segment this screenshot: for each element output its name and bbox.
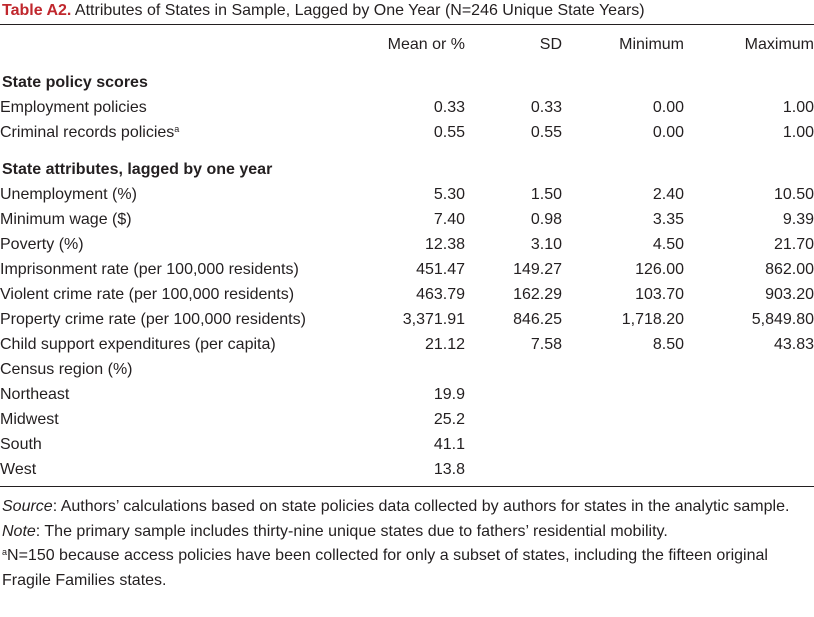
maximum-value: 1.00 (782, 124, 814, 141)
row-label (0, 332, 356, 357)
minimum-value: 3.35 (652, 211, 684, 228)
spacer-row (0, 145, 814, 157)
table-body (0, 57, 814, 482)
row-label-text: Property crime rate (per 100,000 residents) (0, 311, 306, 328)
maximum-value: 1.00 (782, 99, 814, 116)
row-label-text: Midwest (0, 411, 59, 428)
sd-value (465, 407, 562, 432)
section-title: State policy scores (2, 74, 148, 91)
mean-value: 41.1 (433, 436, 465, 453)
table-title: Attributes of States in Sample, Lagged by One Year (N=246 Unique State Years) (71, 2, 645, 19)
maximum-value: 43.83 (773, 336, 814, 353)
row-label (0, 257, 356, 282)
maximum-value (684, 357, 814, 382)
maximum-value: 862.00 (765, 261, 814, 278)
data-table (0, 32, 814, 482)
maximum-value (684, 457, 814, 482)
mean-value (356, 357, 465, 382)
minimum-value: 8.50 (652, 336, 684, 353)
header-label-cell (0, 32, 356, 57)
source-note (2, 495, 814, 520)
row-label (0, 307, 356, 332)
column-header-sd: SD (539, 36, 562, 53)
row-label (0, 232, 356, 257)
sd-value: 0.55 (530, 124, 562, 141)
general-note (2, 520, 814, 545)
row-label (0, 120, 356, 145)
mean-value: 12.38 (424, 236, 465, 253)
section-header-row (0, 70, 814, 95)
row-label (0, 207, 356, 232)
footnote-mark: a (2, 547, 8, 557)
section-title: State attributes, lagged by one year (2, 161, 273, 178)
spacer-row (0, 57, 814, 70)
row-label (0, 382, 356, 407)
minimum-value: 1,718.20 (621, 311, 684, 328)
minimum-value (562, 457, 684, 482)
table-row (0, 457, 814, 482)
top-rule (0, 24, 814, 25)
table-row (0, 207, 814, 232)
sd-value (465, 432, 562, 457)
row-label-text: West (0, 461, 37, 478)
row-label (0, 182, 356, 207)
table-row (0, 232, 814, 257)
minimum-value: 4.50 (652, 236, 684, 253)
mean-value: 19.9 (433, 386, 465, 403)
column-header-minimum: Minimum (619, 36, 684, 53)
table-notes (2, 495, 814, 593)
minimum-value: 0.00 (652, 124, 684, 141)
minimum-value: 0.00 (652, 99, 684, 116)
minimum-value (562, 357, 684, 382)
mean-value: 13.8 (433, 461, 465, 478)
sd-value: 162.29 (513, 286, 562, 303)
row-label (0, 282, 356, 307)
header-row (0, 32, 814, 57)
mean-value: 3,371.91 (402, 311, 465, 328)
table-row (0, 95, 814, 120)
table-row (0, 182, 814, 207)
sd-value: 149.27 (513, 261, 562, 278)
sd-value (465, 357, 562, 382)
row-label-text: Imprisonment rate (per 100,000 residents) (0, 261, 299, 278)
sd-value: 0.98 (530, 211, 562, 228)
row-label (0, 457, 356, 482)
row-label-text: Criminal records policies (0, 124, 175, 141)
table-row (0, 257, 814, 282)
row-label-text: Minimum wage ($) (0, 211, 132, 228)
row-label (0, 407, 356, 432)
table-row (0, 407, 814, 432)
note-label: Note (2, 522, 36, 540)
minimum-value (562, 382, 684, 407)
source-label: Source (2, 498, 53, 515)
table-number: Table A2. (2, 2, 72, 19)
note-text: : The primary sample includes thirty-nine unique states due to fathers’ residential mobility. (35, 522, 668, 540)
row-label-text: Child support expenditures (per capita) (0, 336, 276, 353)
footnote-a (2, 544, 814, 593)
row-label-text: Violent crime rate (per 100,000 residents) (0, 286, 295, 303)
spacer-cell (0, 57, 814, 70)
column-header-mean: Mean or % (387, 36, 465, 53)
table-row (0, 382, 814, 407)
minimum-value (562, 432, 684, 457)
mean-value: 463.79 (416, 286, 465, 303)
mean-value: 5.30 (433, 186, 465, 203)
mean-value: 25.2 (433, 411, 465, 428)
table-row (0, 332, 814, 357)
sd-value: 3.10 (530, 236, 562, 253)
sd-value (465, 457, 562, 482)
minimum-value: 126.00 (635, 261, 684, 278)
table-row (0, 120, 814, 145)
row-label-text: Census region (%) (0, 361, 133, 378)
maximum-value: 9.39 (782, 211, 814, 228)
maximum-value: 21.70 (773, 236, 814, 253)
sd-value (465, 382, 562, 407)
minimum-value: 2.40 (652, 186, 684, 203)
row-label-text: South (0, 436, 42, 453)
column-header-maximum: Maximum (744, 36, 814, 53)
table-row (0, 282, 814, 307)
mean-value: 451.47 (416, 261, 465, 278)
maximum-value (684, 432, 814, 457)
minimum-value: 103.70 (635, 286, 684, 303)
mean-value: 7.40 (433, 211, 465, 228)
sd-value: 846.25 (513, 311, 562, 328)
row-label-text: Employment policies (0, 99, 147, 116)
maximum-value: 5,849.80 (751, 311, 814, 328)
sd-value: 7.58 (530, 336, 562, 353)
mean-value: 21.12 (424, 336, 465, 353)
spacer-cell (0, 145, 814, 157)
maximum-value (684, 407, 814, 432)
row-label (0, 432, 356, 457)
sd-value: 0.33 (530, 99, 562, 116)
mean-value: 0.33 (433, 99, 465, 116)
table-caption (2, 0, 645, 26)
bottom-rule (0, 486, 814, 487)
section-header-row (0, 157, 814, 182)
table-row (0, 307, 814, 332)
footnote-text: N=150 because access policies have been collected for only a subset of states, including the fifteen original Fragile Families states. (2, 547, 768, 589)
row-label-text: Poverty (%) (0, 236, 84, 253)
row-label-text: Northeast (0, 386, 70, 403)
table-row (0, 432, 814, 457)
sd-value: 1.50 (530, 186, 562, 203)
maximum-value: 10.50 (773, 186, 814, 203)
row-label (0, 357, 356, 382)
row-label-text: Unemployment (%) (0, 186, 137, 203)
table-row (0, 357, 814, 382)
mean-value: 0.55 (433, 124, 465, 141)
minimum-value (562, 407, 684, 432)
maximum-value (684, 382, 814, 407)
maximum-value: 903.20 (765, 286, 814, 303)
source-text: : Authors’ calculations based on state policies data collected by authors for states in the analytic sample. (52, 498, 790, 515)
row-label (0, 95, 356, 120)
footnote-marker: a (174, 124, 180, 134)
